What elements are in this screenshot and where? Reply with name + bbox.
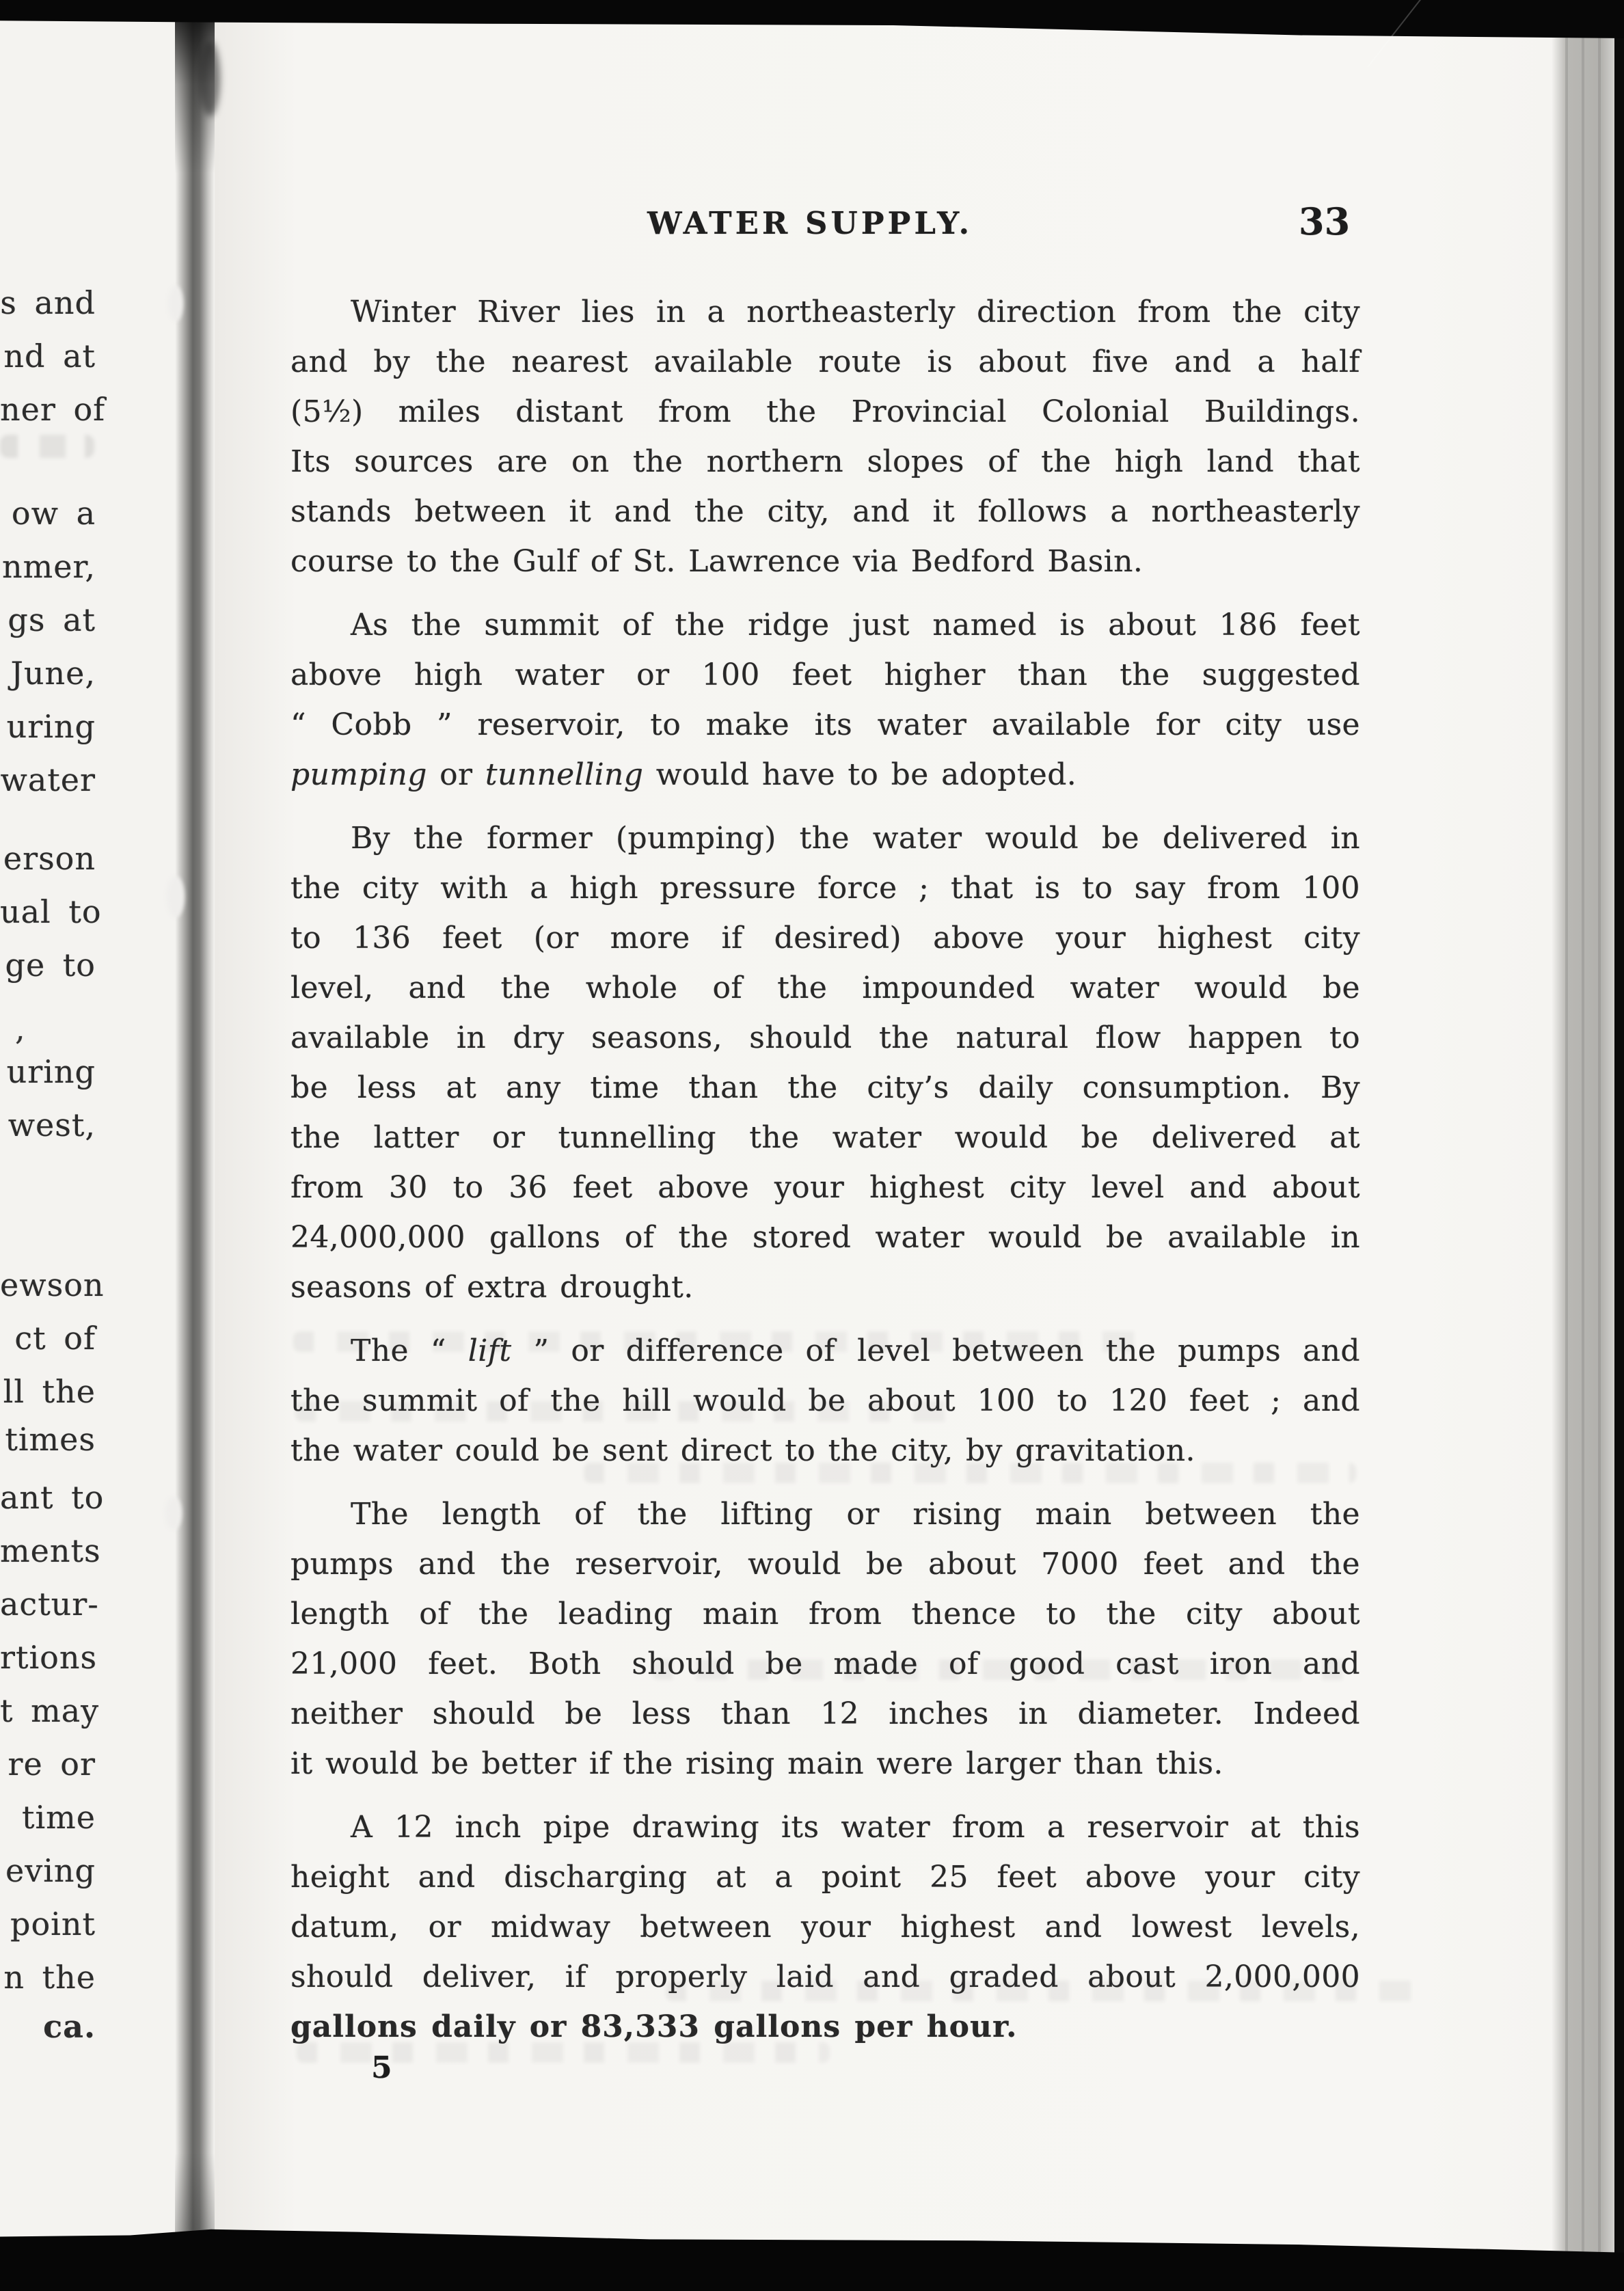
italic-word: tunnelling [485,757,644,792]
paragraph [290,287,1360,586]
book-page [215,0,1624,2291]
facing-page-text-fragment: ant to [0,1479,105,1516]
facing-page-text-fragment: gs at [8,601,96,638]
facing-page-text-fragment: rtions [0,1639,98,1676]
facing-page-text-fragment: ual to [0,893,102,930]
italic-word: lift [468,1333,512,1368]
bleed-through-smudge [295,1401,965,1422]
bleed-through-smudge [584,1463,1356,1483]
paragraph [290,600,1360,800]
text-line: it would be better if the rising main were larger than this. [290,1746,1223,1781]
scan-right-black-edge [1614,27,1624,2291]
facing-page-text-fragment: s and [0,284,96,321]
stray-ink-mark: , [15,1010,25,1047]
text-line: neither should be less than 12 inches in diameter. Indeed [290,1696,1360,1731]
facing-page-text-fragment: ner of [0,391,106,428]
facing-page-text-fragment: t may [0,1692,100,1729]
text-line: from 30 to 36 feet above your highest city level and about [290,1170,1360,1205]
text-line: height and discharging at a point 25 feet above your city [290,1860,1360,1895]
italic-word: pumping [290,757,427,792]
bleed-through-smudge [0,435,94,458]
text-line: Winter River lies in a northeasterly direction from the city [351,295,1360,329]
facing-page-text-fragment: ow a [11,495,96,532]
text-line: be less at any time than the city’s daily consumption. By [290,1070,1360,1105]
text-line: pumps and the reservoir, would be about 7000 feet and the [290,1547,1360,1582]
facing-page-text-fragment: uring [6,708,96,745]
book-gutter-shadow [175,18,215,2242]
facing-page-text-fragment: ments [0,1532,101,1569]
text-line: The length of the lifting or rising main between the [351,1497,1360,1532]
facing-page-text-fragment: nd at [3,338,96,375]
gutter-notch [167,876,185,917]
facing-page-text-fragment: June, [10,655,96,692]
facing-page-text-fragment: point [10,1906,96,1942]
facing-page-text-fragment: eving [5,1852,96,1889]
body-text [290,287,1360,2065]
text-line: above high water or 100 feet higher than the suggested [290,658,1360,692]
text-line: 24,000,000 gallons of the stored water would be available in [290,1220,1360,1255]
facing-page-text-fragment: time [21,1799,96,1836]
text-line: gallons daily or 83,333 gallons per hour. [290,2009,1018,2044]
facing-page-text-fragment: n the [3,1959,96,1996]
page-number: 33 [1299,200,1351,243]
text-line: the city with a high pressure force ; that is to say from 100 [290,871,1360,906]
text-line: course to the Gulf of St. Lawrence via Bedford Basin. [290,544,1143,579]
paragraph [290,1489,1360,1789]
text-line: seasons of extra drought. [290,1270,694,1305]
gutter-notch [168,286,183,321]
text-line: available in dry seasons, should the natural flow happen to [290,1020,1360,1055]
text-segment: or [427,757,485,792]
text-segment: would have to be adopted. [643,757,1077,792]
bleed-through-smudge [293,1331,1148,1352]
text-line: stands between it and the city, and it follows a northeasterly [290,494,1360,529]
printers-signature-mark: 5 [371,2050,392,2085]
facing-page-text-fragment: erson [3,840,96,877]
facing-page-text-fragment: actur- [0,1586,99,1623]
gutter-notch [165,1497,182,1530]
text-segment: ” or difference of level between the pumps and [511,1333,1360,1368]
text-line: the latter or tunnelling the water would be delivered at [290,1120,1360,1155]
text-segment: The “ [351,1333,468,1368]
text-line: level, and the whole of the impounded water would be [290,971,1360,1005]
text-line: A 12 inch pipe drawing its water from a reservoir at this [351,1810,1360,1845]
text-line: to 136 feet (or more if desired) above your highest city [290,921,1360,955]
text-line: datum, or midway between your highest and lowest levels, [290,1910,1360,1944]
text-line: should deliver, if properly laid and graded about 2,000,000 [290,1960,1360,1994]
text-line: As the summit of the ridge just named is about 186 feet [351,608,1360,642]
bleed-through-smudge [652,1659,1363,1680]
facing-page-text-fragment: ewson [0,1266,105,1303]
text-line: 21,000 feet. Both should be made of good cast iron and [290,1646,1360,1681]
facing-page-text-fragment: ll the [3,1373,96,1410]
gutter-dark-blob [200,41,220,116]
page-header-title: WATER SUPPLY. [647,205,973,241]
paragraph [290,1802,1360,2052]
facing-page-edge [0,0,175,2291]
page-edge-stack [1552,30,1620,2260]
text-line: “ Cobb ” reservoir, to make its water available for city use [290,707,1360,742]
text-line: By the former (pumping) the water would be delivered in [351,821,1360,856]
paragraph [290,813,1360,1312]
text-line: the summit of the hill would be about 100 to 120 feet ; and [290,1383,1360,1418]
bleed-through-smudge [297,2042,830,2063]
facing-page-text-fragment: west, [8,1107,96,1143]
text-line: the water could be sent direct to the city, by gravitation. [290,1433,1195,1468]
text-line: length of the leading main from thence to the city about [290,1597,1360,1631]
text-line: (5½) miles distant from the Provincial Colonial Buildings. [290,394,1360,429]
facing-page-text-fragment: ge to [5,947,96,984]
text-line [290,750,1360,800]
facing-page-text-fragment: ct of [14,1320,96,1357]
facing-page-text-fragment: ca. [43,2008,96,2045]
bleed-through-smudge [666,1981,1418,2001]
text-line: and by the nearest available route is about five and a half [290,344,1360,379]
facing-page-text-fragment: uring [6,1053,96,1090]
facing-page-text-fragment: re or [8,1746,96,1782]
text-line: Its sources are on the northern slopes of the high land that [290,444,1360,479]
facing-page-text-fragment: times [5,1421,96,1458]
facing-page-text-fragment: water [0,761,96,798]
facing-page-text-fragment: nmer, [1,548,96,585]
